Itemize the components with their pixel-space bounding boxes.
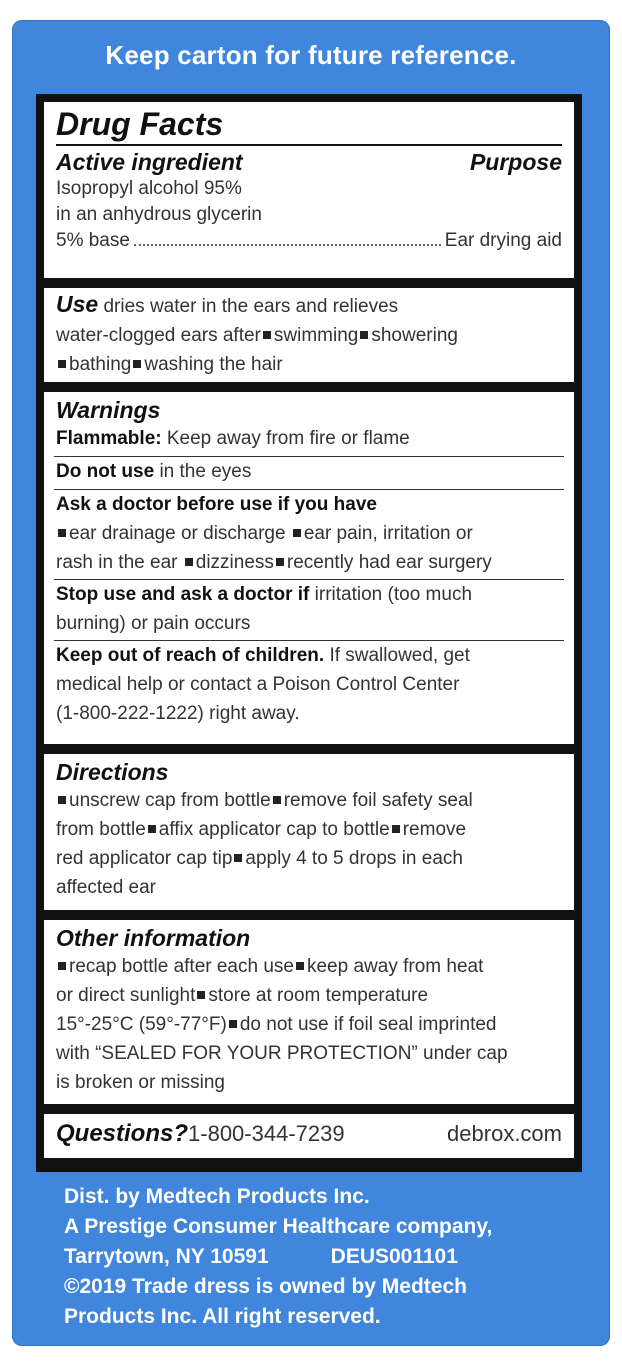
dot-leader xyxy=(134,244,441,246)
bullet-icon xyxy=(148,825,156,833)
use-item: swimming xyxy=(273,325,359,346)
direction-item: remove xyxy=(402,819,467,840)
distributor-line-1: Dist. by Medtech Products Inc. xyxy=(64,1185,370,1208)
website-link: debrox.com xyxy=(447,1121,562,1146)
flammable-text: Keep away from fire or flame xyxy=(166,428,410,449)
bullet-icon xyxy=(58,529,66,537)
use-item: bathing xyxy=(69,354,132,375)
bullet-icon xyxy=(58,796,66,804)
questions-phone: 1-800-344-7239 xyxy=(188,1121,345,1146)
ask-item: ear drainage or discharge xyxy=(69,523,286,544)
bullet-icon xyxy=(392,825,400,833)
other-information-heading: Other information xyxy=(56,925,251,951)
use-text-1: dries water in the ears and relieves xyxy=(103,296,399,317)
use-text-2: water-clogged ears after xyxy=(56,325,261,346)
bullet-icon xyxy=(185,558,193,566)
bullet-icon xyxy=(276,558,284,566)
other-item: is broken or missing xyxy=(56,1072,225,1093)
drug-facts-title: Drug Facts xyxy=(56,104,562,146)
direction-item: apply 4 to 5 drops in each xyxy=(245,848,463,869)
other-item: store at room temperature xyxy=(208,985,429,1006)
do-not-use-text: in the eyes xyxy=(159,461,252,482)
bullet-icon xyxy=(273,796,281,804)
active-line-2: in an anhydrous glycerin xyxy=(56,204,262,225)
drug-facts-box xyxy=(36,94,582,1172)
direction-item: from bottle xyxy=(56,819,146,840)
warnings-heading: Warnings xyxy=(56,397,161,423)
questions-panel xyxy=(44,1114,574,1158)
stop-use-label: Stop use and ask a doctor if xyxy=(56,584,310,605)
stop-use-text-1: irritation (too much xyxy=(314,584,473,605)
other-item: keep away from heat xyxy=(306,956,484,977)
keep-out-text-1: If swallowed, get xyxy=(329,645,470,666)
do-not-use-label: Do not use xyxy=(56,461,155,482)
distributor-line-2: A Prestige Consumer Healthcare company, xyxy=(64,1215,493,1238)
ask-item: rash in the ear xyxy=(56,552,178,573)
use-panel xyxy=(44,288,574,382)
questions-label: Questions? xyxy=(56,1120,189,1147)
carton-side-panel xyxy=(12,20,610,1346)
bullet-icon xyxy=(293,529,301,537)
keep-carton-banner: Keep carton for future reference. xyxy=(105,40,517,70)
directions-panel xyxy=(44,754,574,910)
bullet-icon xyxy=(296,962,304,970)
direction-item: affected ear xyxy=(56,877,157,898)
bullet-icon xyxy=(263,331,271,339)
bullet-icon xyxy=(197,991,205,999)
copyright-line-1: ©2019 Trade dress is owned by Medtech xyxy=(64,1275,467,1298)
directions-heading: Directions xyxy=(56,759,169,785)
ask-item: dizziness xyxy=(195,552,274,573)
other-item: do not use if foil seal imprinted xyxy=(239,1014,497,1035)
bullet-icon xyxy=(360,331,368,339)
product-code: DEUS001101 xyxy=(330,1245,458,1268)
other-item: with “SEALED FOR YOUR PROTECTION” under cap xyxy=(56,1043,508,1064)
use-item: showering xyxy=(371,325,458,346)
bullet-icon xyxy=(229,1020,237,1028)
active-ingredient-heading: Active ingredient xyxy=(56,149,243,175)
active-line-1: Isopropyl alcohol 95% xyxy=(56,178,242,199)
keep-out-text-3: (1-800-222-1222) right away. xyxy=(56,703,300,724)
other-item: 15°-25°C (59°-77°F) xyxy=(56,1014,227,1035)
copyright-line-2: Products Inc. All right reserved. xyxy=(64,1305,381,1328)
other-item: recap bottle after each use xyxy=(69,956,294,977)
ask-doctor-heading: Ask a doctor before use if you have xyxy=(56,494,377,515)
stop-use-text-2: burning) or pain occurs xyxy=(56,613,251,634)
purpose-heading: Purpose xyxy=(469,149,562,175)
bullet-icon xyxy=(234,854,242,862)
bullet-icon xyxy=(58,360,66,368)
ask-item: ear pain, irritation or xyxy=(303,523,473,544)
warnings-panel xyxy=(44,392,574,744)
use-item: washing the hair xyxy=(144,354,283,375)
distributor-info xyxy=(64,1182,492,1332)
active-ingredient-panel xyxy=(44,102,574,278)
direction-item: red applicator cap tip xyxy=(56,848,233,869)
purpose-value: Ear drying aid xyxy=(444,230,562,251)
bullet-icon xyxy=(58,962,66,970)
keep-out-text-2: medical help or contact a Poison Control Center xyxy=(56,674,460,695)
keep-out-label: Keep out of reach of children. xyxy=(56,645,325,666)
other-item: or direct sunlight xyxy=(56,985,196,1006)
direction-item: unscrew cap from bottle xyxy=(69,790,271,811)
direction-item: affix applicator cap to bottle xyxy=(158,819,390,840)
direction-item: remove foil safety seal xyxy=(283,790,473,811)
bullet-icon xyxy=(133,360,141,368)
active-line-3: 5% base xyxy=(56,230,130,251)
flammable-label: Flammable: xyxy=(56,428,162,449)
distributor-line-3: Tarrytown, NY 10591 xyxy=(64,1245,269,1268)
use-heading: Use xyxy=(56,291,99,317)
other-information-panel xyxy=(44,920,574,1104)
ask-item: recently had ear surgery xyxy=(286,552,492,573)
